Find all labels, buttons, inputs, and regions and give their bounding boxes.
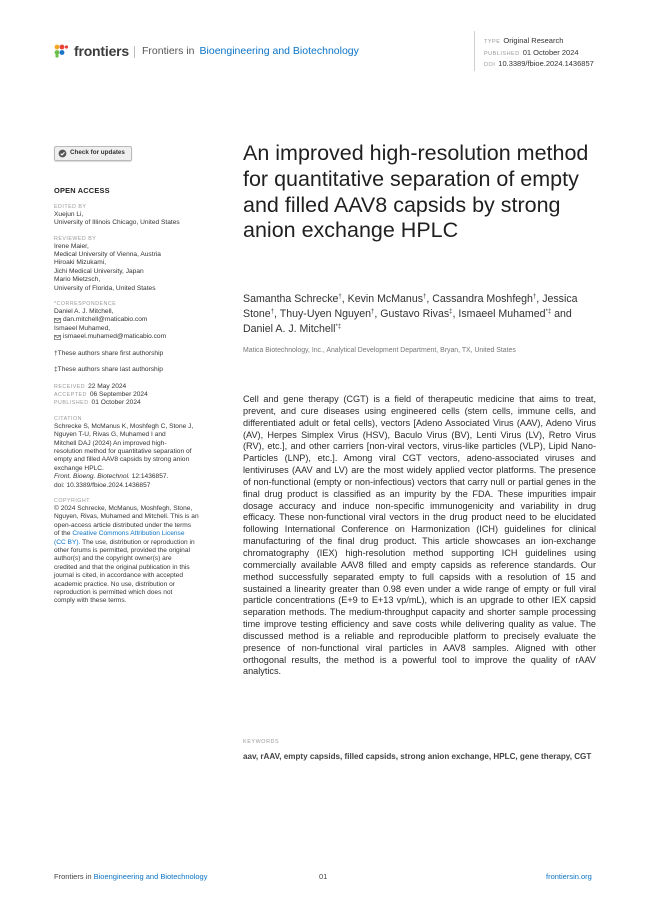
keywords-label: KEYWORDS [243, 739, 280, 745]
first-authorship-note: †These authors share first authorship [54, 349, 164, 357]
author-name[interactable]: Jessica Stone [243, 293, 578, 321]
author-separator: , [341, 293, 348, 305]
reviewer-line: Hiroaki Mizukami, [54, 259, 107, 267]
footer-site: frontiersin.org [546, 872, 592, 881]
reviewer-line: Mario Mietzsch, [54, 276, 101, 284]
author-separator: and [551, 308, 572, 321]
author-separator: , [536, 293, 543, 305]
accepted-date: 06 September 2024 [89, 390, 148, 398]
abstract: Cell and gene therapy (CGT) is a field of therapeutic medicine that aims to treat, prevent, and cure diseases using engineered cells (stem cells, immune cells, and differentiated adult or fetal cells), vectors [Adeno Associated Virus (AAV), Adeno Virus (AV), Herpes Simplex Virus (HSV), Baculo Virus (BV), Lenti Virus (LV), Retro Virus (RV), etc.], and other carriers [non-viral vectors, virus-like particles (VLP), Lipid Nano-Particles (LNP), etc.]. Among viral CGT vectors, adeno-associated viruses and lentiviruses (AAV and LV) are the most widely applied vector platforms. The presence of non-functional (empty or non-infectious) vectors that carry null or partial genes in the final drug product is classified as an impurity by the FDA. These impurities impair dosage accuracy and induce non-specific immunogenicity and variability in drug efficacy. These non-functional viral vectors in the drug product need to be elucidated following International Conference on Harmonization (ICH) guidelines for clinical manufacturing of the final drug product. This article showcases an ion-exchange chromatography (IEX) high-resolution method supporting ICH guidelines using commercially available AAV8 filled and empty capsids as reference standards. Our method successfully separated empty to full capsids with a resolution of 15 and sustained a linearity greater than 0.98 even under a wide range of empty or full viral particle concentrations (E+9 to E+13 vp/mL), which is an upgrade to other IEX capsid separation methods. The medium-throughput capacity and shorter sample processing time improve testing efficiency and save costs while delivering quality as value. The discussed method is a reliable and reproducible platform to precisely evaluate the presence of non-functional viral particles in AAV8 samples. Aligned with other orthogonal results, the method is a powerful tool to improve the quality of rAAV analytics. [243, 394, 596, 677]
copyright-line: reproduction is permitted which does not [54, 589, 173, 597]
accepted-label: ACCEPTED [54, 391, 87, 398]
keywords: aav, rAAV, empty capsids, filled capsids, strong anion exchange, HPLC, gene therapy, CGT [243, 752, 592, 761]
published-date: 01 October 2024 [91, 399, 141, 407]
citation-volume: 12:1436857. [131, 473, 169, 481]
journal-name-link[interactable]: Bioengineering and Biotechnology [199, 45, 359, 57]
citation-doi[interactable]: doi: 10.3389/fbioe.2024.1436857 [54, 481, 151, 489]
author-separator: , [274, 308, 280, 321]
frontiers-logo[interactable] [54, 43, 129, 59]
author-marker: † [270, 309, 275, 316]
copyright-line: journal is cited, in accordance with accepted [54, 572, 184, 580]
author-marker: † [532, 294, 537, 300]
author-name[interactable]: Thuy-Uyen Nguyen [279, 308, 372, 321]
logo-wordmark: frontiers [74, 43, 129, 59]
envelope-icon [54, 335, 61, 340]
email-row [54, 333, 220, 341]
author-marker: *‡ [335, 324, 342, 331]
sidebar [54, 146, 220, 606]
copyright-line: open-access article distributed under the terms [54, 521, 192, 529]
copyright-line: credited and that the original publication in this [54, 563, 190, 571]
editor-name: Xuejun Li, [54, 210, 84, 218]
email-link[interactable]: ismaeel.muhamed@maticabio.com [63, 333, 167, 341]
article-meta [484, 36, 594, 71]
email-link[interactable]: dan.mitchell@maticabio.com [63, 316, 148, 324]
copyright-line: Nguyen, Rivas, Muhamed and Mitchell. This is an [54, 513, 199, 521]
cc-by-link[interactable]: (CC BY). [54, 538, 81, 546]
affiliation: Matica Biotechnology, Inc., Analytical Development Department, Bryan, TX, United States [243, 347, 516, 354]
citation-line: empty and filled AAV8 capsids by strong anion [54, 456, 190, 464]
header-divider [134, 46, 135, 58]
footer-journal-name: Bioengineering and Biotechnology [93, 872, 208, 881]
copyright-text: The use, distribution or reproduction in [82, 538, 195, 546]
page-number: 01 [319, 872, 328, 881]
copyright-of: of the [54, 530, 71, 538]
check-updates-icon [58, 149, 67, 158]
citation-label: CITATION [54, 415, 82, 422]
type-value: Original Research [503, 36, 564, 45]
meta-divider [474, 31, 475, 71]
author-name[interactable]: Daniel A. J. Mitchell [243, 323, 336, 336]
citation-line: Mitchell DAJ (2024) An improved high- [54, 439, 167, 447]
copyright-line [54, 539, 220, 547]
author-marker: ‡ [449, 309, 453, 316]
reviewer-line: Medical University of Vienna, Austria [54, 251, 161, 259]
author-marker: † [371, 309, 375, 316]
doi-label: DOI [484, 62, 496, 69]
dates-block [54, 383, 220, 408]
journal-prefix: Frontiers in [142, 45, 195, 57]
cc-license-link[interactable]: Creative Commons Attribution License [72, 530, 185, 538]
author-name[interactable]: Samantha Schrecke [243, 293, 339, 305]
copyright-line: academic practice. No use, distribution or [54, 580, 175, 588]
corresponding-author: Ismaeel Muhamed, [54, 324, 111, 332]
footer-journal-prefix: Frontiers in [54, 872, 92, 881]
edited-by-label: EDITED BY [54, 203, 87, 210]
check-updates-label: Check for updates [70, 149, 125, 157]
author-name[interactable]: Ismaeel Muhamed [458, 308, 546, 321]
author-marker: † [338, 294, 342, 300]
correspondence-label: *CORRESPONDENCE [54, 301, 117, 308]
copyright-line: © 2024 Schrecke, McManus, Moshfegh, Stone, [54, 504, 193, 512]
author-marker: † [423, 294, 427, 300]
check-for-updates-button[interactable] [54, 146, 132, 161]
author-name[interactable]: Cassandra Moshfegh [432, 293, 533, 305]
editor-affiliation: University of Illinois Chicago, United States [54, 219, 180, 227]
citation-line: Nguyen T-U, Rivas G, Muhamed I and [54, 431, 166, 439]
received-date: 22 May 2024 [88, 382, 127, 390]
citation-line: resolution method for quantitative separation of [54, 447, 192, 455]
open-access-label: OPEN ACCESS [54, 186, 110, 196]
author-marker: *‡ [545, 309, 552, 316]
doi-link[interactable]: 10.3389/fbioe.2024.1436857 [498, 59, 594, 69]
citation-line: exchange HPLC. [54, 464, 104, 472]
author-separator: , [374, 308, 381, 321]
reviewer-line: Irene Maier, [54, 242, 89, 250]
email-row [54, 316, 220, 324]
published-label: PUBLISHED [54, 400, 89, 407]
type-label: TYPE [484, 39, 501, 45]
article-title: An improved high-resolution method for quantitative separation of empty and filled AAV8 capsids by strong anion exchange HPLC [243, 141, 589, 243]
corresponding-author: Daniel A. J. Mitchell, [54, 308, 114, 316]
journal-header [134, 45, 359, 58]
author-name[interactable]: Gustavo Rivas [380, 308, 450, 321]
frontiers-logo-icon [54, 44, 70, 58]
received-label: RECEIVED [54, 383, 86, 390]
copyright-label: COPYRIGHT [54, 497, 90, 504]
citation-line: Schrecke S, McManus K, Moshfegh C, Stone J, [54, 422, 194, 430]
footer-journal[interactable] [54, 872, 207, 881]
author-name[interactable]: Kevin McManus [347, 293, 424, 305]
envelope-icon [54, 318, 61, 323]
citation-journal-line [54, 473, 220, 481]
author-list [243, 292, 599, 338]
published-label: PUBLISHED [484, 50, 520, 57]
copyright-line: comply with these terms. [54, 597, 127, 605]
citation-journal: Front. Bioeng. Biotechnol. [54, 473, 130, 481]
reviewer-line: University of Florida, United States [54, 284, 156, 292]
copyright-line: author(s) and the copyright owner(s) are [54, 555, 172, 563]
reviewed-by-label: REVIEWED BY [54, 235, 97, 242]
author-separator: , [426, 293, 433, 305]
author-separator: , [452, 308, 459, 321]
last-authorship-note: ‡These authors share last authorship [54, 366, 163, 374]
copyright-line [54, 530, 220, 538]
footer-site-link[interactable] [546, 872, 592, 881]
copyright-line: other forums is permitted, provided the original [54, 547, 190, 554]
reviewer-line: Jichi Medical University, Japan [54, 267, 144, 275]
published-value: 01 October 2024 [522, 47, 579, 57]
